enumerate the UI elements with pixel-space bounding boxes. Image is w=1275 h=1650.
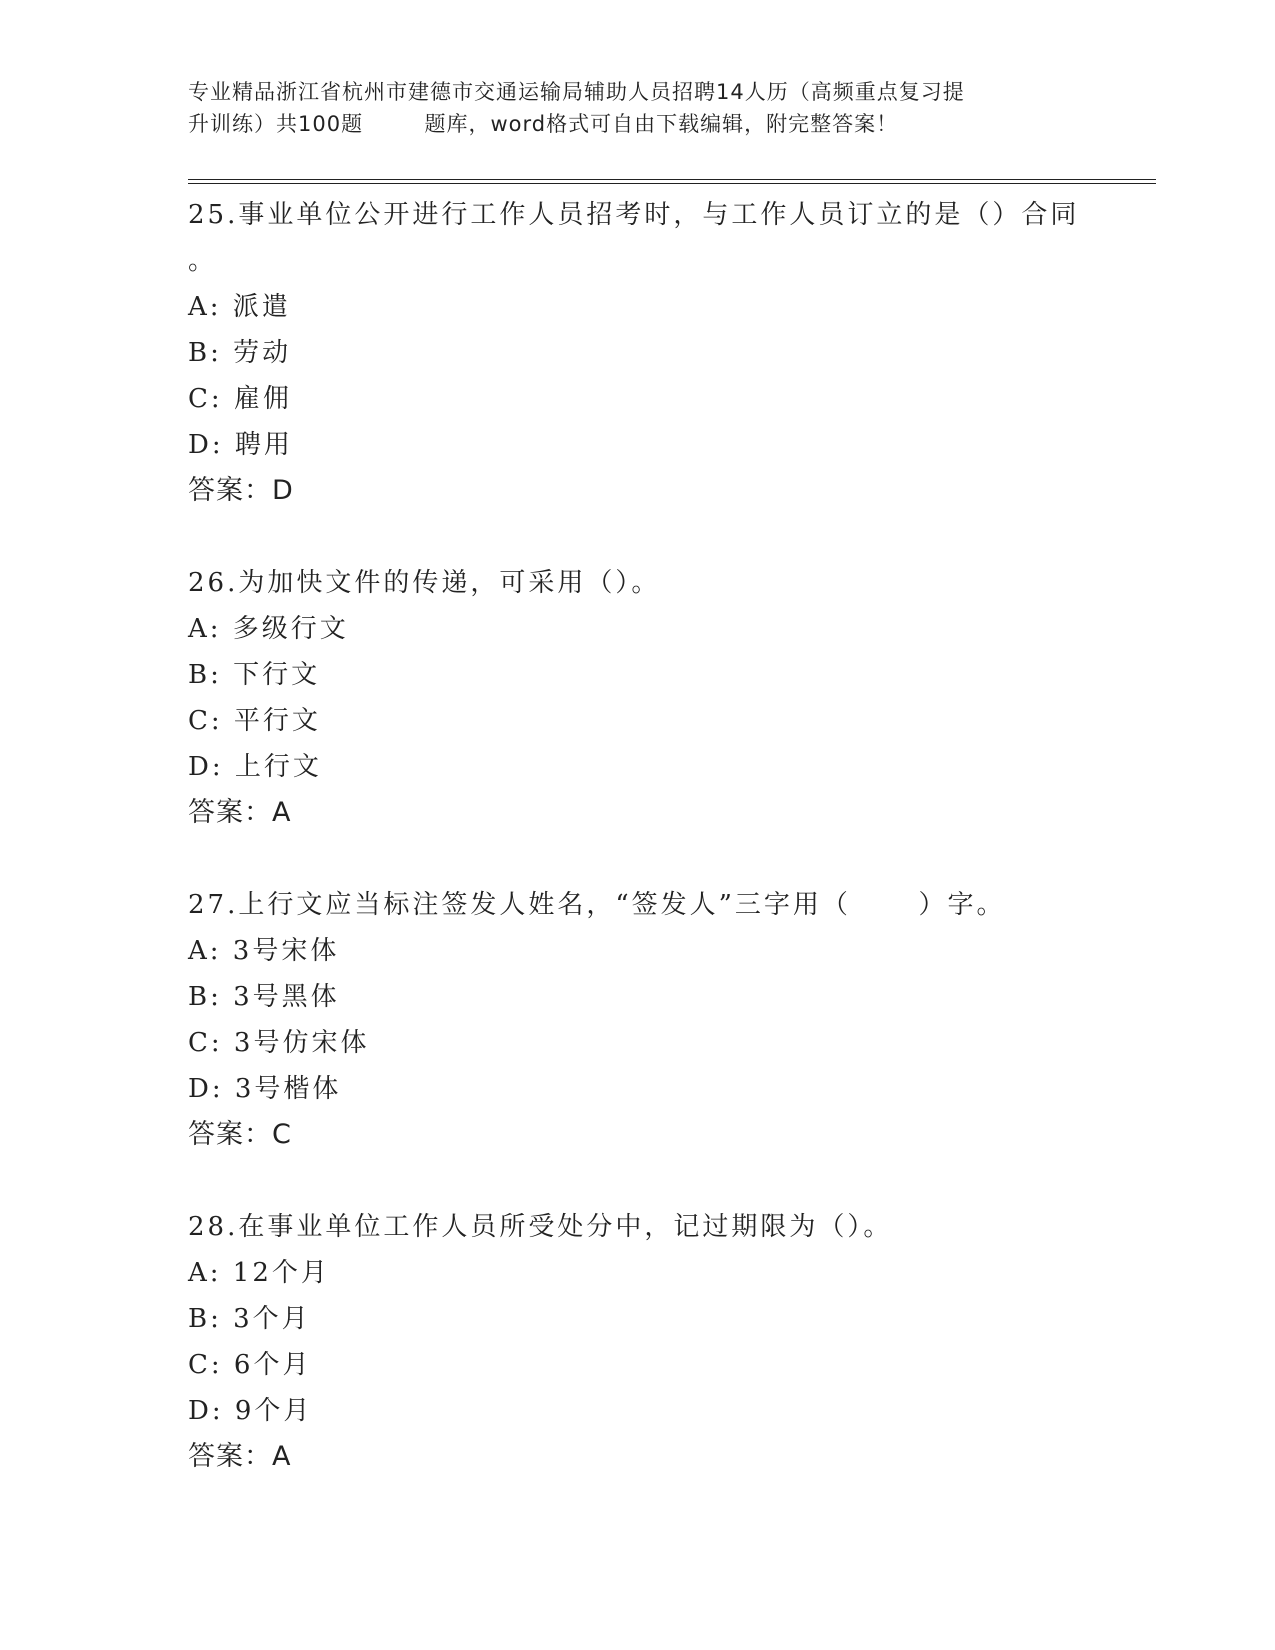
question-stem: 28.在事业单位工作人员所受处分中，记过期限为（）。: [188, 1212, 893, 1242]
option-a: A: 3号宋体: [188, 936, 340, 966]
option-c: C: 雇佣: [188, 384, 292, 414]
question-25: [188, 192, 1088, 514]
question-spacer: [188, 1158, 1088, 1204]
answer: 答案：A: [188, 1441, 292, 1472]
question-stem: 26.为加快文件的传递，可采用（）。: [188, 568, 661, 598]
answer: 答案：D: [188, 475, 294, 506]
question-stem: 25.事业单位公开进行工作人员招考时，与工作人员订立的是（）合同: [188, 200, 1080, 230]
option-d: D: 上行文: [188, 752, 322, 782]
question-list: [188, 192, 1088, 1480]
header-title-line-1: 专业精品浙江省杭州市建德市交通运输局辅助人员招聘14人历（高频重点复习提: [188, 80, 965, 104]
option-b: B: 3号黑体: [188, 982, 340, 1012]
answer: 答案：A: [188, 797, 292, 828]
question-stem: 27.上行文应当标注签发人姓名，“签发人”三字用（ ）字。: [188, 890, 1006, 920]
question-spacer: [188, 836, 1088, 882]
question-stem-continuation: 。: [188, 246, 218, 276]
option-a: A: 派遣: [188, 292, 291, 322]
question-27: [188, 882, 1088, 1158]
option-c: C: 平行文: [188, 706, 321, 736]
option-c: C: 3号仿宋体: [188, 1028, 370, 1058]
option-a: A: 多级行文: [188, 614, 349, 644]
option-d: D: 9个月: [188, 1396, 313, 1426]
option-b: B: 下行文: [188, 660, 321, 690]
option-b: B: 劳动: [188, 338, 292, 368]
option-a: A: 12个月: [188, 1258, 330, 1288]
option-b: B: 3个月: [188, 1304, 311, 1334]
header-divider-bottom: [188, 183, 1156, 184]
header-title-line-2: 升训练）共100题 题库，word格式可自由下载编辑，附完整答案！: [188, 112, 899, 136]
option-d: D: 3号楷体: [188, 1074, 342, 1104]
question-28: [188, 1204, 1088, 1480]
answer: 答案：C: [188, 1119, 292, 1150]
option-d: D: 聘用: [188, 430, 293, 460]
question-spacer: [188, 514, 1088, 560]
document-header: [188, 76, 1078, 140]
header-divider-top: [188, 179, 1156, 180]
option-c: C: 6个月: [188, 1350, 312, 1380]
question-26: [188, 560, 1088, 836]
